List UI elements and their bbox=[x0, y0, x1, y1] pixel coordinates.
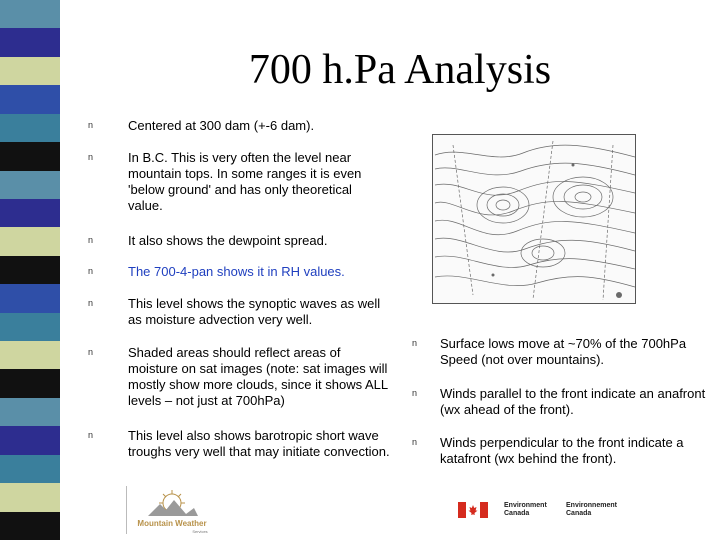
bullet-marker: n bbox=[88, 298, 94, 308]
bullet-text: In B.C. This is very often the level near mountain tops. In some ranges it is even 'below ground' and has only theoretical value. bbox=[128, 150, 362, 213]
bullet-item bbox=[88, 264, 390, 280]
bullet-text: This level also shows barotropic short wave troughs very well that may initiate convection. bbox=[128, 428, 390, 459]
strip-block bbox=[0, 199, 60, 228]
strip-block bbox=[0, 369, 60, 398]
bullet-marker: n bbox=[412, 338, 418, 348]
strip-block bbox=[0, 114, 60, 143]
bullet-marker: n bbox=[88, 266, 94, 276]
strip-block bbox=[0, 142, 60, 171]
strip-block bbox=[0, 227, 60, 256]
strip-block bbox=[0, 284, 60, 313]
strip-block bbox=[0, 28, 60, 57]
bullet-marker: n bbox=[88, 347, 94, 357]
bullet-item bbox=[412, 336, 708, 368]
bullet-text: Winds parallel to the front indicate an anafront (wx ahead of the front). bbox=[440, 386, 706, 417]
bullet-marker: n bbox=[88, 235, 94, 245]
environment-canada-wordmark-en: Environment Canada bbox=[504, 502, 547, 517]
canada-flag-icon bbox=[458, 502, 488, 518]
bullet-text: Shaded areas should reflect areas of moisture on sat images (note: sat images will mostly show more clouds, since it shows ALL levels – not just at 700hPa) bbox=[128, 345, 388, 408]
bullet-item bbox=[412, 386, 708, 418]
environnement-canada-wordmark-fr: Environnement Canada bbox=[566, 502, 617, 517]
strip-block bbox=[0, 313, 60, 342]
strip-block bbox=[0, 455, 60, 484]
bullet-item bbox=[88, 345, 390, 409]
mountain-weather-sublabel: Services bbox=[192, 529, 208, 534]
bullet-item bbox=[88, 118, 390, 134]
bullet-item bbox=[88, 296, 390, 328]
bullet-text: Surface lows move at ~70% of the 700hPa Speed (not over mountains). bbox=[440, 336, 687, 367]
mountain-weather-logo bbox=[126, 486, 218, 536]
strip-block bbox=[0, 256, 60, 285]
strip-block bbox=[0, 483, 60, 512]
bullet-marker: n bbox=[88, 430, 94, 440]
strip-block bbox=[0, 426, 60, 455]
bullet-item bbox=[88, 428, 390, 460]
bullet-marker: n bbox=[88, 120, 94, 130]
upper-air-analysis-map bbox=[432, 134, 636, 304]
bullet-text: It also shows the dewpoint spread. bbox=[128, 233, 328, 248]
mountain-weather-label: Mountain Weather bbox=[137, 519, 207, 528]
bullet-item bbox=[88, 233, 390, 249]
bullet-marker: n bbox=[412, 437, 418, 447]
bullet-marker: n bbox=[412, 388, 418, 398]
strip-block bbox=[0, 341, 60, 370]
bullet-text: Winds perpendicular to the front indicate a katafront (wx behind the front). bbox=[440, 435, 684, 466]
bullet-marker: n bbox=[88, 152, 94, 162]
strip-block bbox=[0, 0, 60, 29]
strip-block bbox=[0, 512, 60, 540]
strip-block bbox=[0, 57, 60, 86]
strip-block bbox=[0, 171, 60, 200]
bullet-text: Centered at 300 dam (+-6 dam). bbox=[128, 118, 315, 133]
bullet-item bbox=[88, 150, 390, 214]
decorative-color-strip bbox=[0, 0, 60, 540]
strip-block bbox=[0, 85, 60, 114]
slide-title: 700 h.Pa Analysis bbox=[248, 47, 552, 93]
bullet-text: This level shows the synoptic waves as well as moisture advection very well. bbox=[128, 296, 381, 327]
bullet-item bbox=[412, 435, 708, 467]
contour-map-icon bbox=[433, 135, 636, 304]
bullet-text: The 700-4-pan shows it in RH values. bbox=[128, 264, 345, 279]
strip-block bbox=[0, 398, 60, 427]
